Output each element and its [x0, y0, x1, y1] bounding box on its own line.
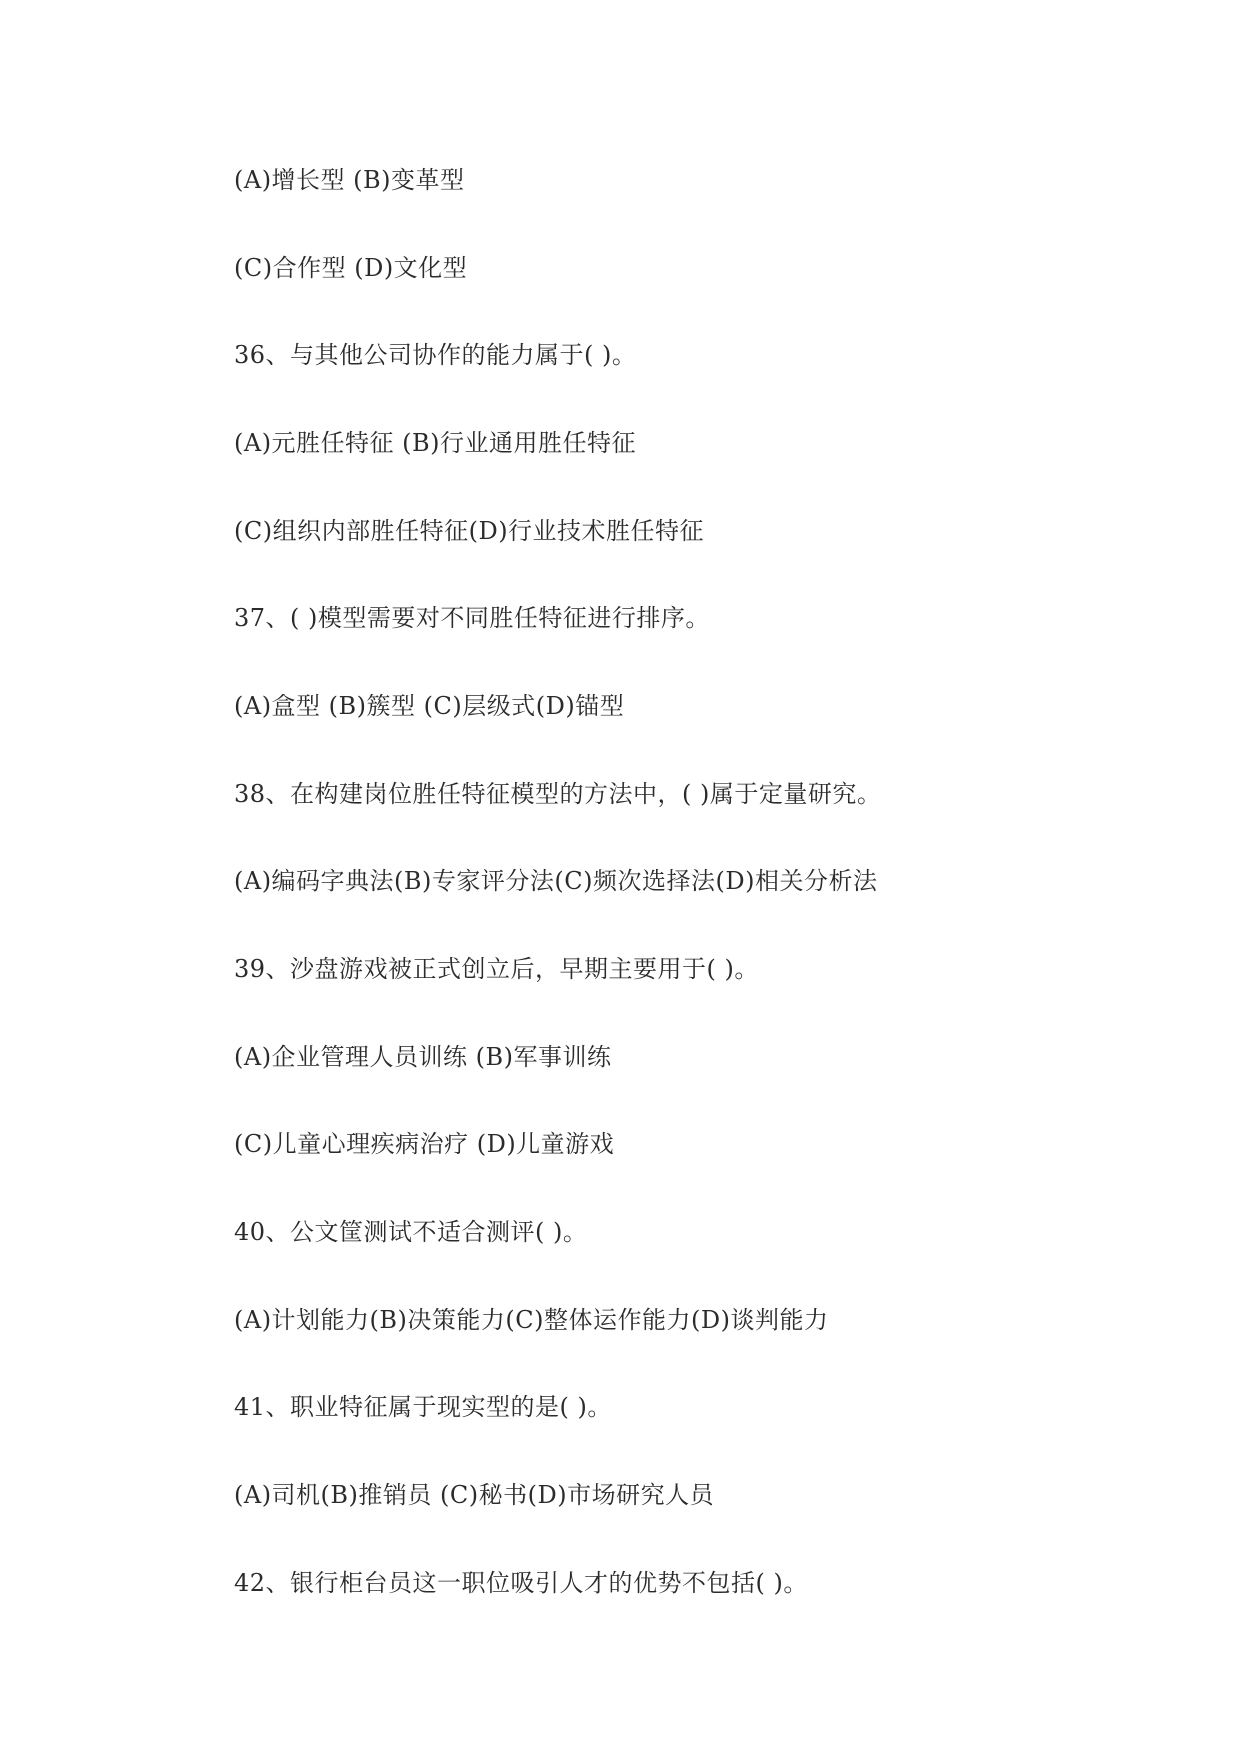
option-line-36-ab: (A)元胜任特征 (B)行业通用胜任特征 — [234, 429, 637, 457]
option-line-41: (A)司机(B)推销员 (C)秘书(D)市场研究人员 — [234, 1481, 715, 1509]
question-39: 39、沙盘游戏被正式创立后，早期主要用于( )。 — [234, 955, 759, 983]
question-36: 36、与其他公司协作的能力属于( )。 — [234, 341, 637, 369]
option-line-37: (A)盒型 (B)簇型 (C)层级式(D)锚型 — [234, 692, 625, 720]
option-line-39-cd: (C)儿童心理疾病治疗 (D)儿童游戏 — [234, 1130, 615, 1158]
option-line-36-cd: (C)组织内部胜任特征(D)行业技术胜任特征 — [234, 517, 705, 545]
option-line-39-ab: (A)企业管理人员训练 (B)军事训练 — [234, 1043, 612, 1071]
question-41: 41、职业特征属于现实型的是( )。 — [234, 1393, 612, 1421]
question-37: 37、( )模型需要对不同胜任特征进行排序。 — [234, 604, 710, 632]
option-line-40: (A)计划能力(B)决策能力(C)整体运作能力(D)谈判能力 — [234, 1306, 829, 1334]
option-line-38: (A)编码字典法(B)专家评分法(C)频次选择法(D)相关分析法 — [234, 867, 878, 895]
option-line-35-ab: (A)增长型 (B)变革型 — [234, 166, 465, 194]
question-42: 42、银行柜台员这一职位吸引人才的优势不包括( )。 — [234, 1569, 808, 1597]
question-38: 38、在构建岗位胜任特征模型的方法中，( )属于定量研究。 — [234, 780, 882, 808]
option-line-35-cd: (C)合作型 (D)文化型 — [234, 254, 468, 282]
question-40: 40、公文筐测试不适合测评( )。 — [234, 1218, 588, 1246]
